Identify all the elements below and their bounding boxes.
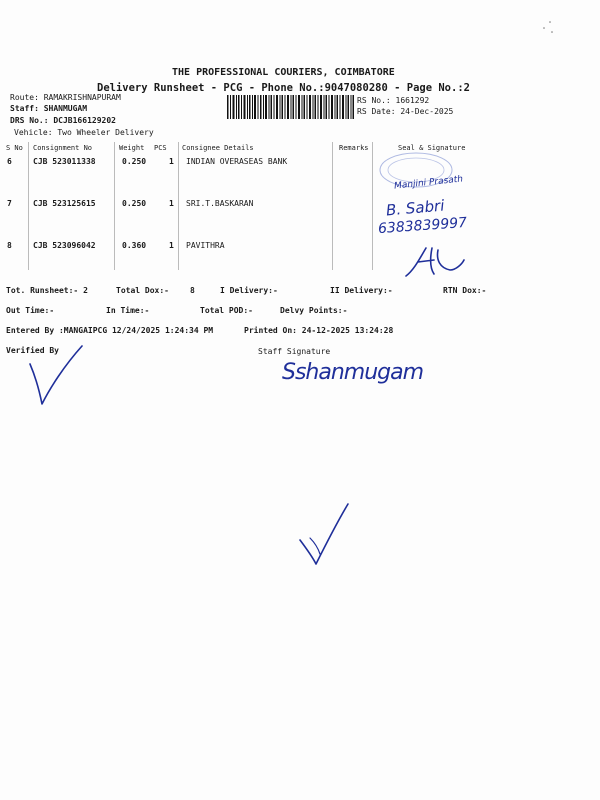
- table-divider: [372, 142, 373, 270]
- staff-label: Staff: SHANMUGAM: [10, 104, 88, 113]
- row-sno: 7: [7, 199, 12, 208]
- entered-by: Entered By :MANGAIPCG 12/24/2025 1:24:34 PM: [6, 326, 214, 335]
- table-divider: [178, 142, 179, 270]
- ii-delivery: II Delivery:-: [330, 286, 393, 295]
- company-title: THE PROFESSIONAL COURIERS, COIMBATORE: [172, 67, 395, 78]
- row-consignee: INDIAN OVERASEAS BANK: [186, 157, 288, 166]
- vehicle-label: Vehicle: Two Wheeler Delivery: [14, 128, 154, 137]
- row-weight: 0.250: [122, 157, 147, 166]
- row-consignment: CJB 523096042: [33, 241, 96, 250]
- col-header-pcs: PCS: [154, 144, 167, 152]
- receiver-phone-handwritten: 6383839997: [377, 214, 468, 238]
- col-header-weight: Weight: [119, 144, 145, 152]
- staff-signature-handwritten: Sshanmugam: [282, 360, 424, 385]
- row-sno: 6: [7, 157, 12, 166]
- total-dox-label: Total Dox:-: [116, 286, 169, 295]
- row-pcs: 1: [169, 241, 174, 250]
- seal-handwritten-name: Manjini Prasath: [393, 174, 464, 192]
- total-pod: Total POD:-: [200, 306, 253, 315]
- delvy-points: Delvy Points:-: [280, 306, 348, 315]
- rs-date: RS Date: 24-Dec-2025: [357, 107, 454, 116]
- corner-scan-marks: [538, 18, 558, 38]
- row-sno: 8: [7, 241, 12, 250]
- row-consignment: CJB 523011338: [33, 157, 96, 166]
- rtn-dox: RTN Dox:-: [443, 286, 487, 295]
- col-header-sno: S No: [6, 144, 23, 152]
- rs-number: RS No.: 1661292: [357, 96, 430, 105]
- col-header-seal: Seal & Signature: [398, 144, 466, 152]
- row-consignee: PAVITHRA: [186, 241, 225, 250]
- table-divider: [114, 142, 115, 270]
- i-delivery: I Delivery:-: [220, 286, 278, 295]
- drs-label: DRS No.: DCJB166129202: [10, 116, 116, 125]
- runsheet-subtitle: Delivery Runsheet - PCG - Phone No.:9047080280 - Page No.:2: [97, 82, 470, 94]
- row-consignee: SRI.T.BASKARAN: [186, 199, 254, 208]
- row-pcs: 1: [169, 157, 174, 166]
- printed-on: Printed On: 24-12-2025 13:24:28: [244, 326, 394, 335]
- verified-by-label: Verified By: [6, 346, 59, 355]
- total-dox-value: 8: [190, 286, 195, 295]
- in-time: In Time:-: [106, 306, 150, 315]
- route-label: Route: RAMAKRISHNAPURAM: [10, 93, 121, 102]
- receiver-name-handwritten: B. Sabri: [385, 196, 446, 220]
- total-runsheet: Tot. Runsheet:- 2: [6, 286, 88, 295]
- receiver-signature: [400, 240, 470, 280]
- table-divider: [332, 142, 333, 270]
- staff-signature-label: Staff Signature: [258, 347, 331, 356]
- col-header-consignment: Consignment No: [33, 144, 93, 152]
- stray-tick-mark: [296, 500, 356, 570]
- row-consignment: CJB 523125615: [33, 199, 96, 208]
- row-weight: 0.360: [122, 241, 147, 250]
- barcode-image: [227, 95, 354, 119]
- col-header-remarks: Remarks: [339, 144, 369, 152]
- row-weight: 0.250: [122, 199, 147, 208]
- out-time: Out Time:-: [6, 306, 55, 315]
- verified-tick-mark: [26, 344, 86, 410]
- col-header-consignee: Consignee Details: [182, 144, 254, 152]
- row-pcs: 1: [169, 199, 174, 208]
- table-divider: [28, 142, 29, 270]
